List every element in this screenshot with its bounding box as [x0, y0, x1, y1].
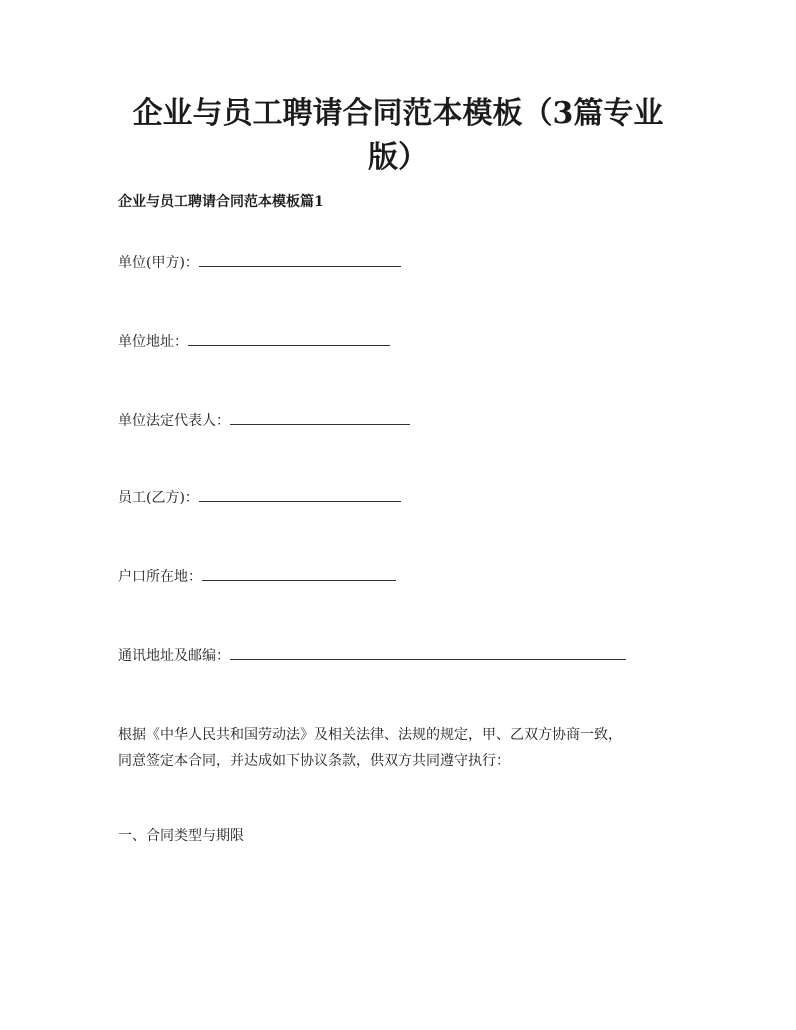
field-label-legal-representative: 单位法定代表人：	[118, 413, 230, 429]
section-subtitle: 企业与员工聘请合同范本模板篇1	[118, 194, 324, 210]
blank-legal-representative[interactable]	[230, 410, 410, 425]
preamble-line-1: 根据《中华人民共和国劳动法》及相关法律、法规的规定，甲、乙双方协商一致，	[118, 727, 622, 743]
section-heading-contract-type: 一、合同类型与期限	[118, 828, 244, 844]
blank-employer-address[interactable]	[188, 331, 390, 346]
field-label-mailing-address: 通讯地址及邮编：	[118, 648, 230, 664]
blank-mailing-address[interactable]	[230, 645, 626, 660]
preamble-paragraph	[118, 722, 678, 774]
field-employee	[118, 487, 401, 508]
title-line-1: 企业与员工聘请合同范本模板（3篇专业	[132, 96, 664, 131]
field-legal-representative	[118, 410, 410, 431]
title-line-2: 版）	[368, 140, 428, 175]
preamble-line-2: 同意签定本合同，并达成如下协议条款，供双方共同遵守执行：	[118, 753, 510, 769]
field-employer	[118, 252, 401, 273]
field-mailing-address	[118, 645, 626, 666]
field-label-employer-address: 单位地址：	[118, 334, 188, 350]
field-label-employer: 单位(甲方)：	[118, 255, 199, 271]
document-title	[0, 92, 796, 180]
blank-household-registration[interactable]	[202, 566, 396, 581]
field-label-employee: 员工(乙方)：	[118, 490, 199, 506]
field-employer-address	[118, 331, 390, 352]
blank-employer[interactable]	[199, 252, 401, 267]
field-household-registration	[118, 566, 396, 587]
field-label-household-registration: 户口所在地：	[118, 569, 202, 585]
blank-employee[interactable]	[199, 487, 401, 502]
